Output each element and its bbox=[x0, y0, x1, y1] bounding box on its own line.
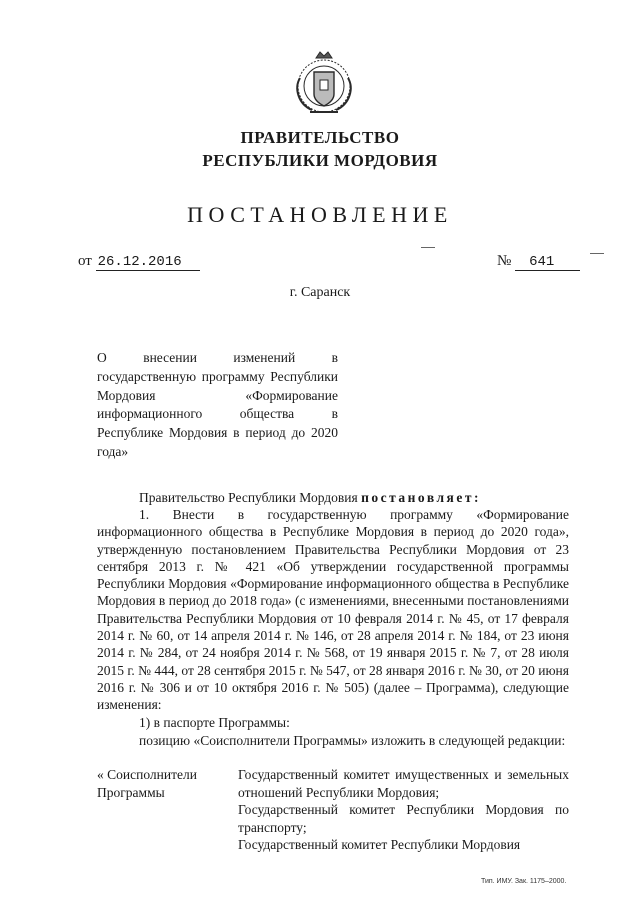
paragraph-1: 1. Внести в государственную программу «Формирование информационного общества в Республике Мордовия в период до 2020 года», утвержденную постановлением Правительства Республики Мордовия от 23 сентября 2013 г. № 421 «Об утверждении государственной программы Республики Мордовия «Формирование информационного общества в Республике Мордовия в период до 2018 года» (с изменениями, внесенными постановлениями Правительства Республики Мордовия от 10 февраля 2014 г. № 45, от 17 февраля 2014 г. № 60, от 14 апреля 2014 г. № 146, от 28 апреля 2014 г. № 184, от 23 июня 2014 г. № 284, от 24 ноября 2014 г. № 568, от 19 января 2015 г. № 7, от 28 июля 2015 г. № 444, от 28 сентября 2015 г. № 547, от 28 января 2016 г. № 30, от 20 июня 2016 г. № 306 и от 10 октября 2016 г. № 505) (далее – Программа), следующие изменения: bbox=[97, 507, 569, 713]
coat-of-arms-icon bbox=[290, 48, 358, 118]
date-prefix: от bbox=[78, 253, 92, 269]
table-entry: Государственный комитет Республики Мордовия по транспорту; bbox=[238, 802, 569, 835]
table-right-cell bbox=[238, 766, 569, 854]
table-entry: Государственный комитет имущественных и земельных отношений Республики Мордовия; bbox=[238, 767, 569, 800]
resolution-intro bbox=[97, 489, 569, 506]
document-date: 26.12.2016 bbox=[96, 254, 200, 271]
number-prefix: № bbox=[497, 253, 512, 269]
city-line: г. Саранск bbox=[289, 285, 351, 300]
government-subtitle: РЕСПУБЛИКИ МОРДОВИЯ bbox=[202, 151, 438, 170]
table-entry: Государственный комитет Республики Мордовия bbox=[238, 837, 521, 853]
table-left-cell: « Соисполнители Программы bbox=[97, 767, 197, 800]
number-row bbox=[497, 253, 580, 271]
subitem-1: 1) в паспорте Программы: bbox=[139, 715, 290, 730]
print-footer: Тип. ИМУ. Зак. 1175–2000. bbox=[481, 878, 567, 885]
document-type-heading: ПОСТАНОВЛЕНИЕ bbox=[187, 202, 453, 227]
scan-mark bbox=[421, 247, 435, 248]
document-number: 641 bbox=[515, 254, 580, 271]
subitem-1-text: позицию «Соисполнители Программы» изложить в следующей редакции: bbox=[139, 733, 566, 748]
date-row bbox=[78, 253, 200, 271]
government-title: ПРАВИТЕЛЬСТВО bbox=[240, 128, 400, 147]
intro-text: Правительство Республики Мордовия bbox=[139, 490, 362, 505]
scan-mark bbox=[590, 253, 604, 254]
intro-emphasis: постановляет: bbox=[361, 490, 481, 505]
document-subject: О внесении изменений в государственную программу Республики Мордовия «Формирование информационного общества в Республике Мордовия в период до 2020 года» bbox=[97, 350, 338, 459]
